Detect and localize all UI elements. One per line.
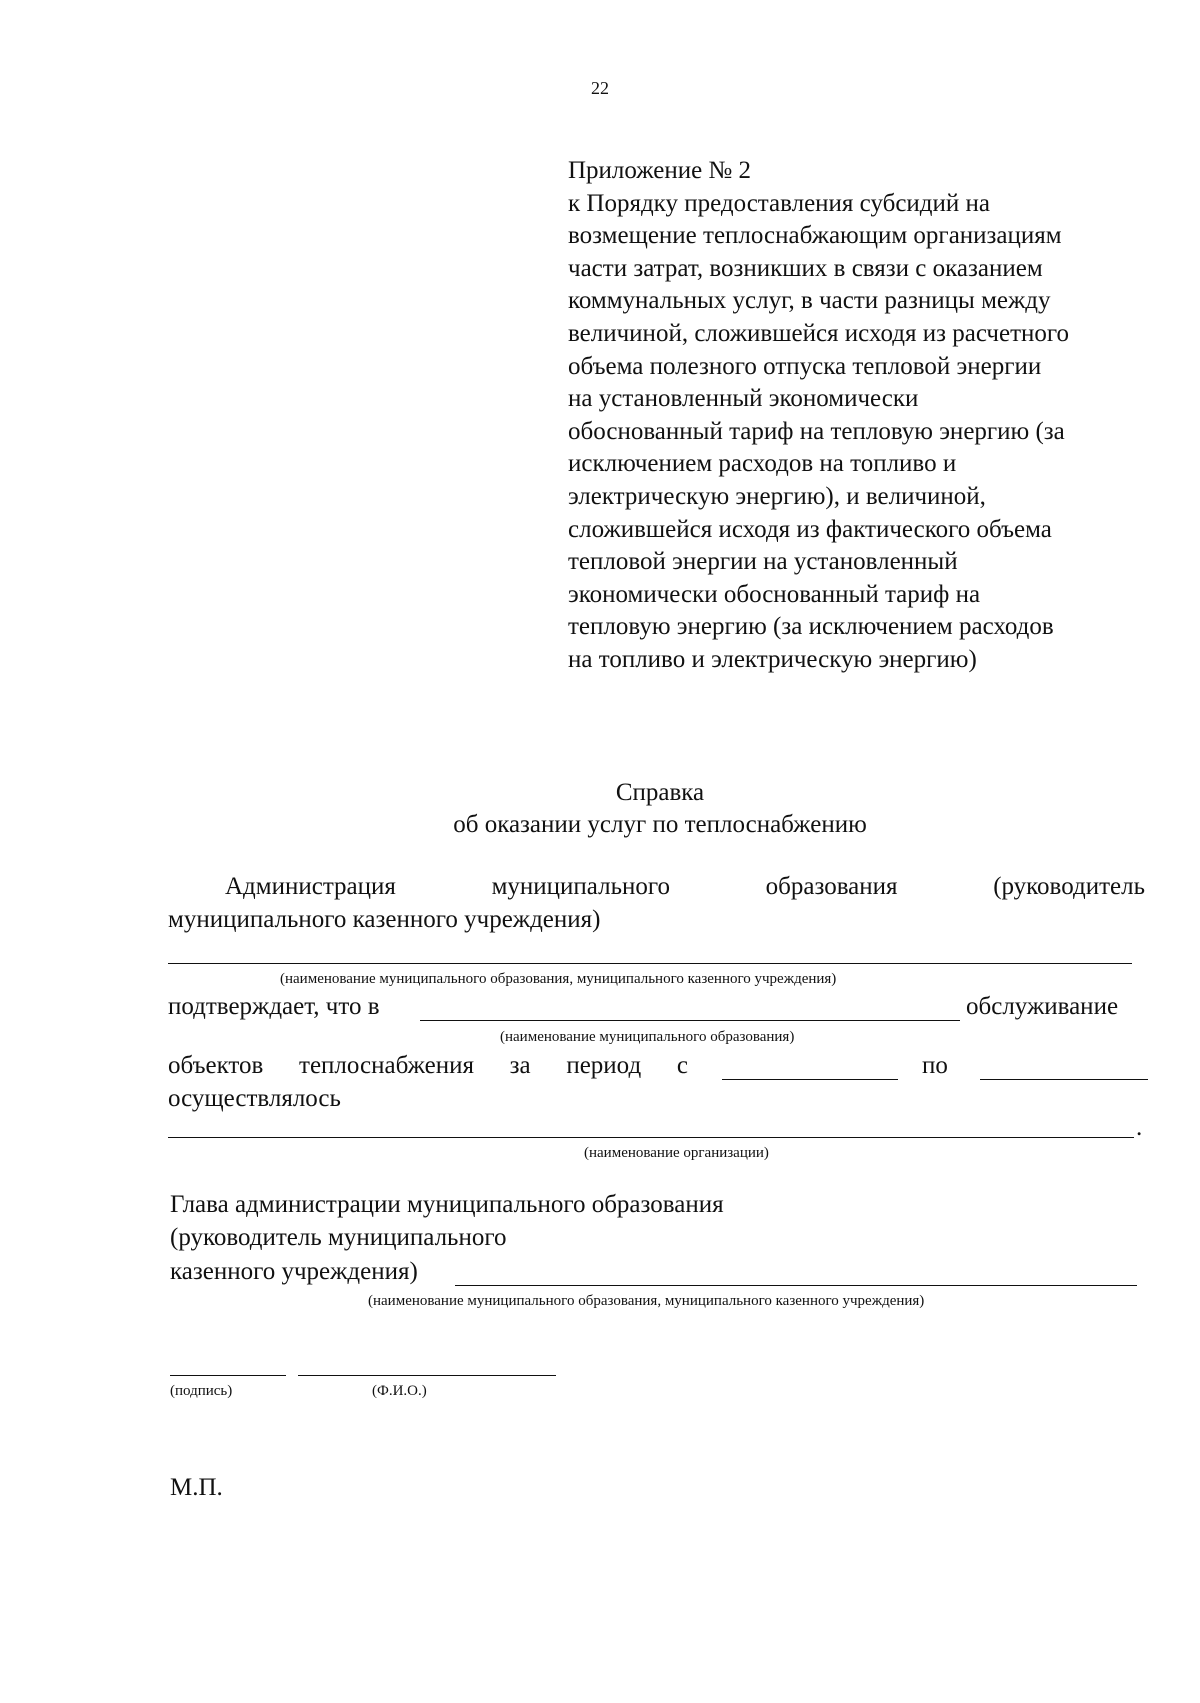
intro-line-2: муниципального казенного учреждения) — [168, 906, 601, 933]
carried-out-text: осуществлялось — [168, 1085, 341, 1112]
appendix-line: части затрат, возникших в связи с оказанием — [568, 254, 1043, 282]
appendix-line: исключением расходов на топливо и — [568, 450, 957, 478]
intro-word: образования — [765, 873, 898, 900]
intro-word: муниципального — [491, 873, 670, 900]
period-word: за — [509, 1052, 531, 1079]
company-name-caption: (наименование организации) — [584, 1145, 769, 1161]
org-name-caption: (наименование муниципального образования, муниципального казенного учреждения) — [280, 971, 837, 987]
mo-name-caption: (наименование муниципального образования) — [500, 1029, 795, 1045]
period-text — [168, 1052, 688, 1080]
appendix-line: коммунальных услуг, в части разницы между — [568, 287, 1051, 315]
period-word: теплоснабжения — [299, 1052, 474, 1079]
document-title — [0, 777, 1200, 841]
period-word: период — [566, 1052, 642, 1079]
title-line-1: Справка — [615, 779, 705, 806]
period-to-text: по — [922, 1052, 948, 1079]
appendix-line: на топливо и электрическую энергию) — [568, 645, 977, 673]
appendix-line: тепловую энергию (за исключением расходов — [568, 613, 1054, 641]
appendix-line: возмещение теплоснабжающим организациям — [568, 222, 1062, 250]
appendix-line: объема полезного отпуска тепловой энергии — [568, 352, 1042, 380]
org-name-field[interactable] — [168, 963, 1132, 964]
appendix-line: тепловой энергии на установленный — [568, 548, 958, 576]
appendix-line: экономически обоснованный тариф на — [568, 580, 981, 608]
appendix-line: обоснованный тариф на тепловую энергию (за — [568, 417, 1065, 445]
page-number: 22 — [591, 78, 609, 98]
title-line-2: об оказании услуг по теплоснабжению — [453, 811, 867, 838]
intro-word: (руководитель — [993, 873, 1145, 900]
signature-line-3: казенного учреждения) — [170, 1258, 418, 1285]
end-dot: . — [1136, 1114, 1143, 1141]
service-text: обслуживание — [966, 993, 1119, 1020]
appendix-line: величиной, сложившейся исходя из расчетного — [568, 319, 1070, 347]
signer-org-field[interactable] — [455, 1285, 1137, 1286]
period-word: объектов — [168, 1052, 264, 1079]
intro-line-1 — [225, 873, 1145, 901]
seal-placeholder: М.П. — [170, 1474, 223, 1501]
signature-caption: (подпись) — [170, 1383, 233, 1399]
appendix-line: к Порядку предоставления субсидий на — [568, 189, 991, 217]
company-name-field[interactable] — [168, 1137, 1134, 1138]
signature-field[interactable] — [170, 1375, 286, 1376]
intro-word: Администрация — [225, 873, 396, 900]
signature-line-1: Глава администрации муниципального образования — [170, 1191, 724, 1218]
signature-line-2: (руководитель муниципального — [170, 1224, 507, 1251]
appendix-heading — [568, 155, 1168, 677]
period-start-field[interactable] — [722, 1079, 898, 1080]
appendix-line: Приложение № 2 — [568, 157, 752, 184]
period-word: с — [676, 1052, 688, 1079]
confirms-text: подтверждает, что в — [168, 993, 380, 1020]
full-name-caption: (Ф.И.О.) — [372, 1383, 427, 1399]
signer-org-caption: (наименование муниципального образования, муниципального казенного учреждения) — [368, 1293, 925, 1309]
appendix-line: электрическую энергию), и величиной, — [568, 482, 986, 510]
full-name-field[interactable] — [298, 1375, 556, 1376]
mo-name-field[interactable] — [420, 1020, 960, 1021]
period-end-field[interactable] — [980, 1079, 1148, 1080]
appendix-line: сложившейся исходя из фактического объема — [568, 515, 1052, 543]
appendix-line: на установленный экономически — [568, 385, 919, 413]
